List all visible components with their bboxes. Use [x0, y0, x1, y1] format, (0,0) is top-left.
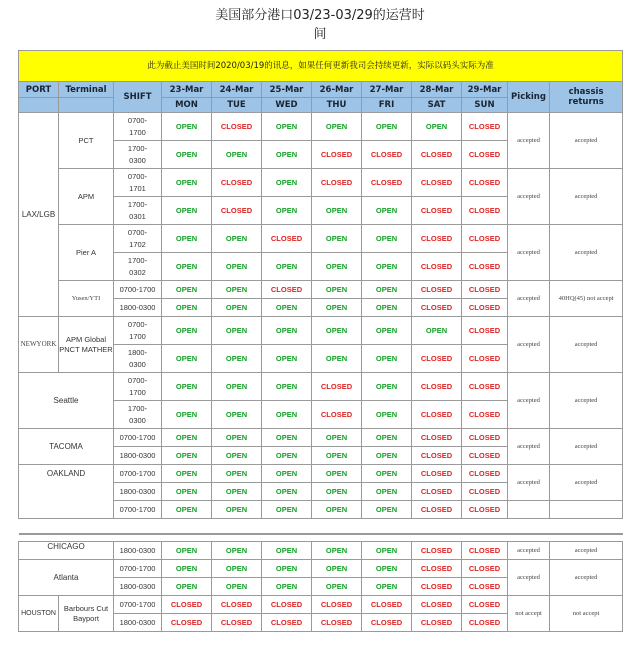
status-cell: CLOSED [262, 225, 312, 253]
chassis-cell: accepted [550, 560, 623, 596]
status-cell: OPEN [212, 345, 262, 373]
chassis-cell [550, 501, 623, 519]
status-cell: CLOSED [412, 501, 462, 519]
status-cell: OPEN [212, 281, 262, 299]
status-cell: OPEN [162, 197, 212, 225]
status-cell: CLOSED [462, 483, 508, 501]
status-cell: CLOSED [412, 578, 462, 596]
status-cell: CLOSED [362, 141, 412, 169]
shift-end: 1700 [129, 331, 146, 341]
status-cell: OPEN [312, 429, 362, 447]
terminal-cell: PCT [59, 113, 114, 169]
shift-start: 1700- [127, 255, 148, 265]
status-cell: CLOSED [212, 113, 262, 141]
status-cell: CLOSED [412, 253, 462, 281]
status-cell: OPEN [162, 401, 212, 429]
status-cell: OPEN [162, 578, 212, 596]
status-cell: CLOSED [412, 447, 462, 465]
status-cell: OPEN [262, 373, 312, 401]
status-cell: CLOSED [462, 614, 508, 632]
status-cell: OPEN [162, 465, 212, 483]
status-cell: OPEN [362, 281, 412, 299]
header-date: 23-Mar [162, 82, 212, 98]
status-cell: CLOSED [412, 225, 462, 253]
header-picking: Picking [508, 82, 550, 113]
chassis-cell: accepted [550, 317, 623, 373]
shift-end: 0300 [129, 155, 146, 165]
port-cell: LAX/LGB [19, 113, 59, 317]
status-cell: CLOSED [312, 401, 362, 429]
port-cell: HOUSTON [19, 596, 59, 632]
status-cell: CLOSED [412, 596, 462, 614]
header-date: 24-Mar [212, 82, 262, 98]
status-cell: OPEN [262, 141, 312, 169]
shift-start: 0700- [127, 227, 148, 237]
header-day: FRI [362, 98, 412, 113]
header-date: 29-Mar [462, 82, 508, 98]
header-chassis: chassis returns [550, 82, 623, 113]
shift-cell: 1800-0300 [114, 447, 162, 465]
status-cell: OPEN [262, 465, 312, 483]
status-cell: CLOSED [412, 373, 462, 401]
header-shift: SHIFT [114, 82, 162, 113]
header-date: 27-Mar [362, 82, 412, 98]
status-cell: CLOSED [212, 596, 262, 614]
table-gap [19, 519, 623, 535]
table-row [19, 596, 623, 614]
terminal-cell: APM [59, 169, 114, 225]
shift-cell [114, 169, 162, 197]
status-cell: CLOSED [462, 373, 508, 401]
status-cell: OPEN [212, 483, 262, 501]
table-row [19, 373, 623, 401]
terminal-cell: Yusen/YTI [59, 281, 114, 317]
status-cell: OPEN [162, 447, 212, 465]
header-day: MON [162, 98, 212, 113]
picking-cell: accepted [508, 317, 550, 373]
status-cell: OPEN [312, 317, 362, 345]
status-cell: OPEN [262, 542, 312, 560]
shift-start: 1700- [127, 403, 148, 413]
status-cell: CLOSED [312, 596, 362, 614]
picking-cell: accepted [508, 465, 550, 501]
status-cell: CLOSED [462, 578, 508, 596]
status-cell: OPEN [312, 253, 362, 281]
header-blank [59, 98, 114, 113]
table-row [19, 225, 623, 253]
port-cell: NEWYORK [19, 317, 59, 373]
shift-cell: 0700-1700 [114, 560, 162, 578]
status-cell: CLOSED [412, 429, 462, 447]
shift-cell [114, 197, 162, 225]
status-cell: CLOSED [462, 113, 508, 141]
status-cell: OPEN [362, 317, 412, 345]
status-cell: OPEN [262, 501, 312, 519]
header-day: THU [312, 98, 362, 113]
status-cell: OPEN [312, 483, 362, 501]
status-cell: OPEN [362, 113, 412, 141]
shift-cell [114, 401, 162, 429]
status-cell: OPEN [362, 560, 412, 578]
status-cell: CLOSED [412, 141, 462, 169]
shift-end: 1700 [129, 127, 146, 137]
header-date: 26-Mar [312, 82, 362, 98]
status-cell: OPEN [362, 501, 412, 519]
status-cell: CLOSED [412, 281, 462, 299]
shift-cell [114, 113, 162, 141]
status-cell: OPEN [262, 560, 312, 578]
picking-cell: accepted [508, 560, 550, 596]
picking-cell: not accept [508, 596, 550, 632]
status-cell: OPEN [262, 401, 312, 429]
header-date: 28-Mar [412, 82, 462, 98]
status-cell: CLOSED [312, 373, 362, 401]
port-cell: OAKLAND [19, 465, 114, 519]
status-cell: CLOSED [462, 253, 508, 281]
status-cell: OPEN [262, 169, 312, 197]
status-cell: OPEN [312, 578, 362, 596]
shift-cell [114, 317, 162, 345]
status-cell: OPEN [162, 141, 212, 169]
status-cell: OPEN [362, 447, 412, 465]
shift-cell: 1800-0300 [114, 578, 162, 596]
status-cell: OPEN [312, 197, 362, 225]
shift-end: 0300 [129, 415, 146, 425]
status-cell: OPEN [362, 299, 412, 317]
picking-cell [508, 501, 550, 519]
status-cell: OPEN [412, 317, 462, 345]
header-blank [19, 98, 59, 113]
shift-start: 0700- [127, 171, 148, 181]
status-cell: CLOSED [312, 141, 362, 169]
status-cell: OPEN [362, 578, 412, 596]
status-cell: CLOSED [412, 169, 462, 197]
port-cell: Seattle [19, 373, 114, 429]
table-row [19, 560, 623, 578]
status-cell: OPEN [162, 281, 212, 299]
status-cell: OPEN [212, 401, 262, 429]
status-cell: OPEN [162, 317, 212, 345]
status-cell: CLOSED [262, 281, 312, 299]
status-cell: OPEN [312, 560, 362, 578]
status-cell: CLOSED [362, 614, 412, 632]
status-cell: OPEN [312, 345, 362, 373]
status-cell: OPEN [412, 113, 462, 141]
shift-end: 0300 [129, 359, 146, 369]
status-cell: OPEN [162, 169, 212, 197]
table-row [19, 465, 623, 483]
chassis-cell: 40HQ(45) not accept [550, 281, 623, 317]
status-cell: OPEN [312, 447, 362, 465]
table-row [19, 542, 623, 560]
status-cell: CLOSED [412, 542, 462, 560]
shift-cell: 1800-0300 [114, 299, 162, 317]
status-cell: OPEN [162, 113, 212, 141]
picking-cell: accepted [508, 113, 550, 169]
table-row [19, 281, 623, 299]
status-cell: OPEN [312, 281, 362, 299]
shift-cell: 0700-1700 [114, 465, 162, 483]
chassis-cell: accepted [550, 429, 623, 465]
notice-banner: 此为截止美国时间2020/03/19的讯息，如果任何更新我司会持续更新，实际以码头实际为准 [19, 51, 623, 82]
shift-end: 1702 [129, 239, 146, 249]
page-title [0, 6, 640, 44]
shift-cell: 1800-0300 [114, 614, 162, 632]
status-cell: CLOSED [362, 596, 412, 614]
status-cell: CLOSED [262, 614, 312, 632]
chassis-cell: not accept [550, 596, 623, 632]
title-line-2: 间 [313, 27, 327, 42]
status-cell: OPEN [262, 317, 312, 345]
shift-cell [114, 345, 162, 373]
picking-cell: accepted [508, 225, 550, 281]
shift-start: 0700- [127, 115, 148, 125]
status-cell: CLOSED [462, 299, 508, 317]
status-cell: OPEN [162, 542, 212, 560]
shift-cell [114, 373, 162, 401]
terminal-cell: Barbours Cut Bayport [59, 596, 114, 632]
status-cell: OPEN [362, 197, 412, 225]
port-cell: Atlanta [19, 560, 114, 596]
status-cell: CLOSED [462, 141, 508, 169]
status-cell: CLOSED [462, 317, 508, 345]
shift-end: 1701 [129, 183, 146, 193]
port-schedule-table [18, 50, 623, 632]
shift-start: 1700- [127, 143, 148, 153]
status-cell: CLOSED [462, 225, 508, 253]
status-cell: CLOSED [462, 169, 508, 197]
status-cell: CLOSED [462, 542, 508, 560]
status-cell: OPEN [212, 560, 262, 578]
status-cell: CLOSED [212, 169, 262, 197]
status-cell: OPEN [212, 373, 262, 401]
status-cell: OPEN [362, 465, 412, 483]
status-cell: OPEN [362, 253, 412, 281]
status-cell: OPEN [162, 501, 212, 519]
shift-end: 1700 [129, 387, 146, 397]
shift-cell: 1800-0300 [114, 483, 162, 501]
shift-start: 0700- [127, 375, 148, 385]
port-cell: CHICAGO [19, 542, 114, 560]
chassis-cell: accepted [550, 542, 623, 560]
status-cell: OPEN [312, 225, 362, 253]
terminal-cell: Pier A [59, 225, 114, 281]
status-cell: CLOSED [412, 345, 462, 373]
status-cell: OPEN [362, 225, 412, 253]
status-cell: OPEN [212, 465, 262, 483]
status-cell: CLOSED [412, 465, 462, 483]
status-cell: CLOSED [462, 197, 508, 225]
header-day: SUN [462, 98, 508, 113]
status-cell: OPEN [212, 447, 262, 465]
shift-cell [114, 225, 162, 253]
status-cell: OPEN [362, 542, 412, 560]
status-cell: CLOSED [212, 614, 262, 632]
status-cell: OPEN [362, 373, 412, 401]
shift-start: 0700- [127, 319, 148, 329]
status-cell: OPEN [312, 113, 362, 141]
status-cell: CLOSED [162, 614, 212, 632]
status-cell: OPEN [162, 345, 212, 373]
picking-cell: accepted [508, 429, 550, 465]
terminal-cell: APM Global PNCT MATHER [59, 317, 114, 373]
table-row [19, 429, 623, 447]
status-cell: OPEN [262, 447, 312, 465]
status-cell: OPEN [362, 429, 412, 447]
status-cell: OPEN [312, 299, 362, 317]
status-cell: CLOSED [462, 501, 508, 519]
chassis-cell: accepted [550, 225, 623, 281]
picking-cell: accepted [508, 281, 550, 317]
status-cell: OPEN [362, 483, 412, 501]
status-cell: CLOSED [462, 560, 508, 578]
status-cell: OPEN [212, 141, 262, 169]
shift-cell [114, 141, 162, 169]
status-cell: CLOSED [312, 169, 362, 197]
status-cell: OPEN [262, 483, 312, 501]
status-cell: OPEN [212, 578, 262, 596]
status-cell: OPEN [212, 501, 262, 519]
chassis-cell: accepted [550, 465, 623, 501]
picking-cell: accepted [508, 373, 550, 429]
shift-end: 0301 [129, 211, 146, 221]
port-cell: TACOMA [19, 429, 114, 465]
status-cell: OPEN [162, 253, 212, 281]
status-cell: CLOSED [262, 596, 312, 614]
chassis-cell: accepted [550, 373, 623, 429]
status-cell: OPEN [212, 253, 262, 281]
status-cell: OPEN [262, 429, 312, 447]
status-cell: OPEN [362, 345, 412, 373]
header-port: PORT [19, 82, 59, 98]
status-cell: OPEN [312, 465, 362, 483]
status-cell: CLOSED [362, 169, 412, 197]
status-cell: CLOSED [412, 560, 462, 578]
title-line-1: 美国部分港口03/23-03/29的运营时 [215, 8, 425, 23]
status-cell: CLOSED [212, 197, 262, 225]
shift-end: 0302 [129, 267, 146, 277]
status-cell: OPEN [212, 542, 262, 560]
table-row [19, 113, 623, 141]
status-cell: CLOSED [412, 614, 462, 632]
status-cell: OPEN [212, 429, 262, 447]
status-cell: CLOSED [462, 596, 508, 614]
status-cell: CLOSED [412, 483, 462, 501]
status-cell: CLOSED [462, 345, 508, 373]
shift-start: 1700- [127, 199, 148, 209]
header-day: WED [262, 98, 312, 113]
chassis-cell: accepted [550, 169, 623, 225]
status-cell: OPEN [162, 225, 212, 253]
status-cell: CLOSED [412, 401, 462, 429]
shift-cell [114, 253, 162, 281]
table-row [19, 169, 623, 197]
status-cell: OPEN [262, 253, 312, 281]
status-cell: OPEN [262, 197, 312, 225]
status-cell: OPEN [262, 345, 312, 373]
status-cell: OPEN [262, 113, 312, 141]
status-cell: OPEN [162, 483, 212, 501]
status-cell: OPEN [212, 299, 262, 317]
status-cell: OPEN [212, 225, 262, 253]
status-cell: OPEN [162, 299, 212, 317]
picking-cell: accepted [508, 169, 550, 225]
status-cell: OPEN [312, 501, 362, 519]
status-cell: OPEN [162, 373, 212, 401]
picking-cell: accepted [508, 542, 550, 560]
shift-cell: 0700-1700 [114, 281, 162, 299]
shift-start: 1800- [127, 347, 148, 357]
header-terminal: Terminal [59, 82, 114, 98]
header-day: SAT [412, 98, 462, 113]
table-gap [19, 534, 623, 542]
status-cell: CLOSED [462, 447, 508, 465]
shift-cell: 0700-1700 [114, 501, 162, 519]
status-cell: CLOSED [412, 299, 462, 317]
status-cell: CLOSED [162, 596, 212, 614]
status-cell: CLOSED [462, 401, 508, 429]
status-cell: OPEN [162, 429, 212, 447]
shift-cell: 0700-1700 [114, 596, 162, 614]
header-day: TUE [212, 98, 262, 113]
status-cell: CLOSED [462, 429, 508, 447]
chassis-cell: accepted [550, 113, 623, 169]
shift-cell: 1800-0300 [114, 542, 162, 560]
status-cell: OPEN [262, 299, 312, 317]
status-cell: OPEN [212, 317, 262, 345]
status-cell: CLOSED [462, 465, 508, 483]
shift-cell: 0700-1700 [114, 429, 162, 447]
status-cell: OPEN [262, 578, 312, 596]
table-row [19, 317, 623, 345]
status-cell: OPEN [362, 401, 412, 429]
status-cell: OPEN [312, 542, 362, 560]
status-cell: CLOSED [312, 614, 362, 632]
status-cell: OPEN [162, 560, 212, 578]
status-cell: CLOSED [412, 197, 462, 225]
header-date: 25-Mar [262, 82, 312, 98]
status-cell: CLOSED [462, 281, 508, 299]
